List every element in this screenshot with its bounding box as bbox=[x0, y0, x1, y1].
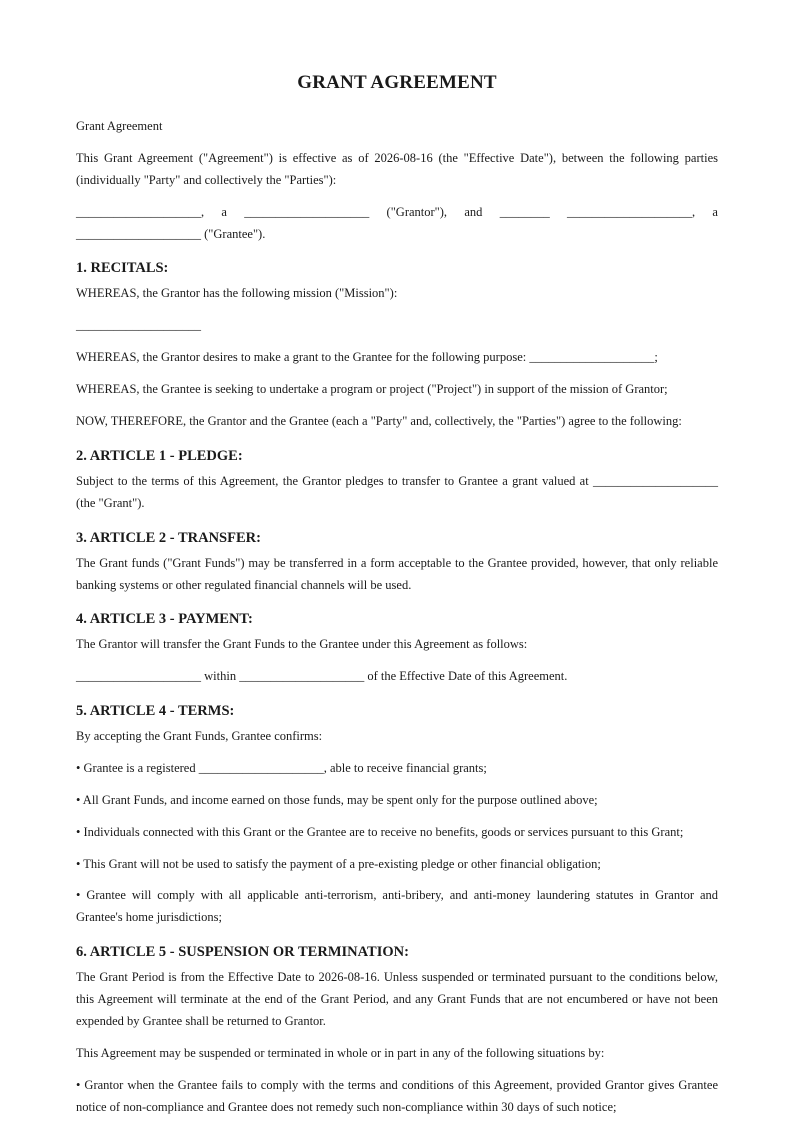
section-heading-payment: 4. ARTICLE 3 - PAYMENT: bbox=[76, 611, 253, 627]
transfer-paragraph: The Grant funds ("Grant Funds") may be transferred in a form acceptable to the Grantee provided, however, that only reliable banking systems or other regulated financial channels will be used. bbox=[76, 556, 718, 592]
intro-label: Grant Agreement bbox=[76, 119, 163, 133]
section-heading-pledge: 2. ARTICLE 1 - PLEDGE: bbox=[76, 448, 243, 464]
section-heading-termination: 6. ARTICLE 5 - SUSPENSION OR TERMINATION: bbox=[76, 944, 409, 960]
pledge-paragraph: Subject to the terms of this Agreement, the Grantor pledges to transfer to Grantee a grant valued at ____________________ (the "Grant"). bbox=[76, 474, 718, 510]
recital-project: WHEREAS, the Grantee is seeking to undertake a program or project ("Project") in support of the mission of Grantor; bbox=[76, 382, 668, 396]
parties-word-a: a bbox=[221, 205, 227, 219]
suspension-bullet-noncompliance: • Grantor when the Grantee fails to comply with the terms and conditions of this Agreement, provided Grantor gives Grantee notice of non-compliance and Grantee does not remedy such non-compliance within 30 days of such notice; bbox=[76, 1078, 718, 1114]
section-heading-transfer: 3. ARTICLE 2 - TRANSFER: bbox=[76, 530, 261, 546]
terms-intro: By accepting the Grant Funds, Grantee confirms: bbox=[76, 729, 323, 743]
recital-therefore: NOW, THEREFORE, the Grantor and the Grantee (each a "Party" and, collectively, the "Parties") agree to the following: bbox=[76, 414, 682, 428]
parties-word-and: and bbox=[464, 205, 483, 219]
grantor-designation: ("Grantor"), bbox=[386, 205, 448, 219]
parties-word-a-2: a bbox=[712, 205, 718, 219]
parties-line bbox=[76, 201, 718, 223]
grantee-line: ____________________ ("Grantee"). bbox=[76, 227, 266, 241]
grantor-type-blank: ____________________ bbox=[244, 205, 370, 219]
grantor-name-blank: ____________________, bbox=[76, 205, 205, 219]
recital-mission: WHEREAS, the Grantor has the following mission ("Mission"): bbox=[76, 286, 398, 300]
grantee-name-blank: ____________________, bbox=[566, 205, 696, 219]
terms-bullet-benefits: • Individuals connected with this Grant or the Grantee are to receive no benefits, goods or services pursuant to this Grant; bbox=[76, 825, 684, 839]
suspension-intro: This Agreement may be suspended or terminated in whole or in part in any of the following situations by: bbox=[76, 1046, 605, 1060]
short-blank: ________ bbox=[499, 205, 550, 219]
recital-purpose: WHEREAS, the Grantor desires to make a grant to the Grantee for the following purpose: ____________________; bbox=[76, 350, 658, 364]
grant-period-paragraph: The Grant Period is from the Effective Date to 2026-08-16. Unless suspended or terminated pursuant to the conditions below, this Agreement will terminate at the end of the Grant Period, and any Grant Funds that are not encumbered or have not been expended by Grantee shall be returned to Grantor. bbox=[76, 970, 718, 1028]
intro-effective-paragraph: This Grant Agreement ("Agreement") is effective as of 2026-08-16 (the "Effective Date"), between the following parties (individually "Party" and collectively the "Parties"): bbox=[76, 151, 718, 187]
terms-bullet-registered: • Grantee is a registered ____________________, able to receive financial grants; bbox=[76, 761, 487, 775]
payment-schedule-line: ____________________ within ____________________ of the Effective Date of this Agreement. bbox=[76, 669, 568, 683]
terms-bullet-pledge: • This Grant will not be used to satisfy the payment of a pre-existing pledge or other financial obligation; bbox=[76, 857, 601, 871]
payment-paragraph: The Grantor will transfer the Grant Funds to the Grantee under this Agreement as follows: bbox=[76, 637, 528, 651]
mission-blank: ____________________ bbox=[76, 318, 201, 332]
section-heading-terms: 5. ARTICLE 4 - TERMS: bbox=[76, 703, 235, 719]
terms-bullet-compliance: • Grantee will comply with all applicable anti-terrorism, anti-bribery, and anti-money laundering statutes in Grantor and Grantee's home jurisdictions; bbox=[76, 888, 718, 924]
document-title: GRANT AGREEMENT bbox=[297, 72, 497, 93]
section-heading-recitals: 1. RECITALS: bbox=[76, 260, 169, 276]
terms-bullet-purpose: • All Grant Funds, and income earned on those funds, may be spent only for the purpose outlined above; bbox=[76, 793, 598, 807]
